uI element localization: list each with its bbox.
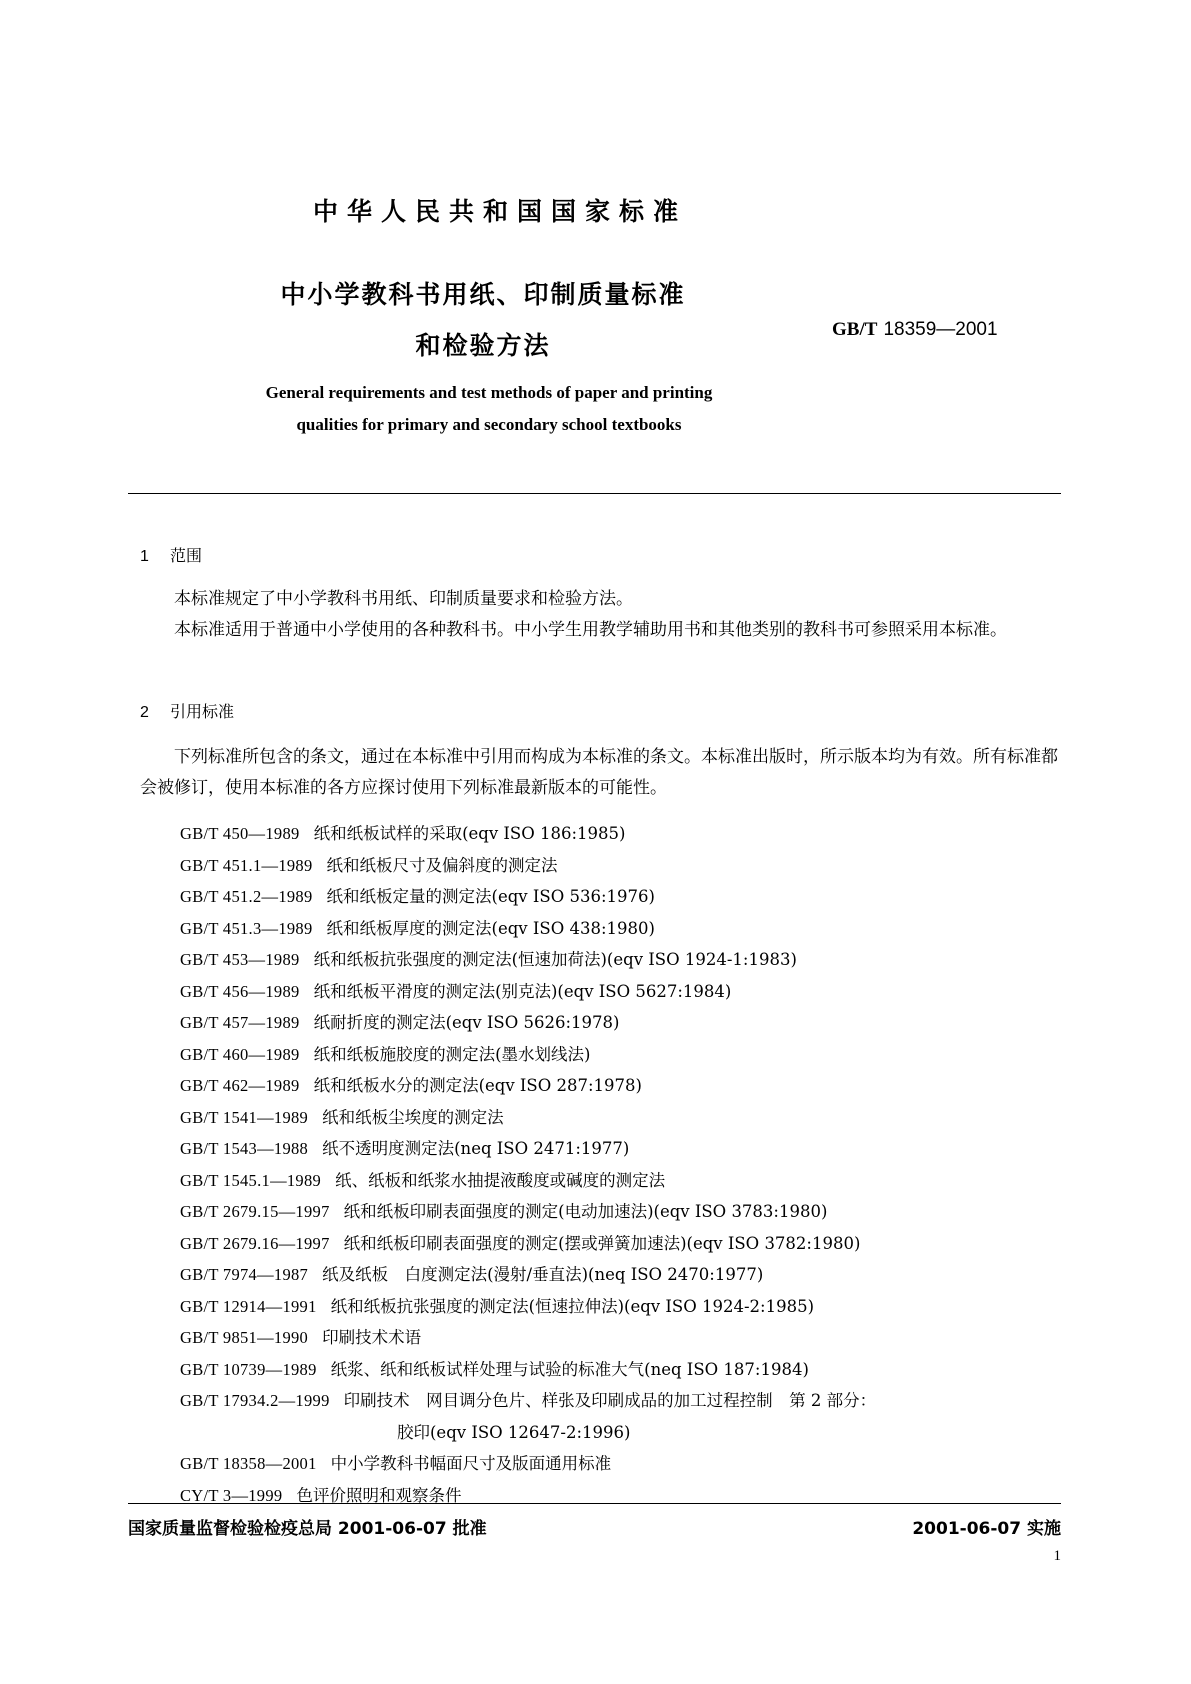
reference-item [180, 1450, 611, 1474]
reference-title: 中小学教科书幅面尺寸及版面通用标准 [330, 1454, 612, 1473]
reference-code: GB/T 18358—2001 [180, 1454, 317, 1473]
reference-title: 纸、纸板和纸浆水抽提液酸度或碱度的测定法 [335, 1170, 666, 1190]
reference-item [180, 946, 797, 970]
reference-title: 纸和纸板定量的测定法(eqv ISO 536:1976) [326, 887, 655, 906]
reference-item [180, 915, 655, 939]
reference-code: GB/T 10739—1989 [180, 1359, 317, 1379]
reference-item [180, 1135, 629, 1159]
reference-code: GB/T 462—1989 [180, 1076, 300, 1095]
reference-code: GB/T 1543—1988 [180, 1139, 309, 1158]
reference-item [180, 1072, 642, 1096]
reference-code: GB/T 451.1—1989 [180, 855, 313, 875]
reference-title: 纸及纸板 白度测定法(漫射/垂直法)(neq ISO 2470:1977) [322, 1265, 764, 1284]
paragraph: 本标准适用于普通中小学使用的各种教科书。中小学生用教学辅助用书和其他类别的教科书可参照采用本标准。 [174, 620, 1007, 640]
reference-item [180, 1167, 665, 1191]
reference-item [180, 852, 558, 876]
reference-item [180, 1198, 827, 1222]
reference-code: GB/T 1541—1989 [180, 1107, 309, 1127]
reference-item [180, 1230, 860, 1254]
issued-by: 国家质量监督检验检疫总局 2001-06-07 批准 [128, 1519, 487, 1539]
reference-code: GB/T 17934.2—1999 [180, 1391, 330, 1410]
reference-code: GB/T 453—1989 [180, 950, 300, 969]
footer-divider [128, 1503, 1061, 1504]
reference-code: GB/T 2679.16—1997 [180, 1233, 330, 1253]
references-intro [140, 742, 1062, 804]
reference-code: GB/T 457—1989 [180, 1013, 300, 1032]
reference-code: GB/T 451.3—1989 [180, 918, 313, 938]
reference-title: 印刷技术 网目调分色片、样张及印刷成品的加工过程控制 第 2 部分： [343, 1391, 877, 1410]
reference-item [180, 1293, 814, 1317]
reference-title: 纸和纸板水分的测定法(eqv ISO 287:1978) [313, 1076, 642, 1095]
reference-title: 纸和纸板印刷表面强度的测定(电动加速法)(eqv ISO 3783:1980) [343, 1202, 828, 1221]
reference-item [180, 1041, 590, 1065]
section-title: 引用标准 [170, 702, 235, 721]
reference-item [180, 1009, 619, 1033]
reference-item [180, 820, 625, 844]
reference-item [180, 1324, 421, 1348]
reference-item [180, 1261, 763, 1285]
reference-item [180, 1482, 461, 1506]
reference-title: 纸和纸板抗张强度的测定法(恒速加荷法)(eqv ISO 1924-1:1983) [313, 950, 797, 969]
national-standard-label: 中华人民共和国国家标准 [312, 197, 687, 226]
reference-title: 纸和纸板尘埃度的测定法 [322, 1107, 504, 1127]
reference-code: GB/T 451.2—1989 [180, 887, 313, 906]
implementation-date: 2001-06-07 实施 [912, 1519, 1061, 1539]
reference-title: 纸和纸板平滑度的测定法(别克法)(eqv ISO 5627:1984) [313, 981, 732, 1001]
reference-title: 纸和纸板试样的采取(eqv ISO 186:1985) [313, 824, 626, 843]
section-number: 2 [140, 704, 149, 721]
english-title-line-2: qualities for primary and secondary school textbooks [296, 415, 682, 434]
scope-body [140, 584, 1062, 646]
reference-code: GB/T 1545.1—1989 [180, 1170, 322, 1190]
english-title-line-1: General requirements and test methods of paper and printing [265, 383, 713, 402]
reference-title: 纸耐折度的测定法(eqv ISO 5626:1978) [313, 1013, 620, 1032]
title-line-2: 和检验方法 [415, 331, 551, 360]
standard-number: 18359—2001 [883, 319, 998, 340]
paragraph: 本标准规定了中小学教科书用纸、印制质量要求和检验方法。 [174, 589, 633, 609]
reference-code: GB/T 456—1989 [180, 981, 300, 1001]
reference-title-continuation: 胶印(eqv ISO 12647-2:1996) [397, 1422, 631, 1442]
reference-item [180, 1387, 876, 1411]
reference-code: GB/T 450—1989 [180, 824, 300, 843]
reference-code: CY/T 3—1999 [180, 1485, 283, 1505]
section-heading-references [140, 699, 234, 722]
standard-code [832, 318, 998, 341]
reference-title: 纸浆、纸和纸板试样处理与试验的标准大气(neq ISO 187:1984) [330, 1359, 809, 1379]
reference-title: 纸不透明度测定法(neq ISO 2471:1977) [322, 1139, 630, 1158]
reference-title: 纸和纸板印刷表面强度的测定(摆或弹簧加速法)(eqv ISO 3782:1980) [343, 1233, 861, 1253]
reference-code: GB/T 9851—1990 [180, 1328, 309, 1347]
reference-title: 色评价照明和观察条件 [296, 1485, 462, 1505]
reference-item [180, 978, 731, 1002]
reference-code: GB/T 460—1989 [180, 1044, 300, 1064]
reference-title: 纸和纸板抗张强度的测定法(恒速拉伸法)(eqv ISO 1924-2:1985) [330, 1296, 815, 1316]
reference-title: 纸和纸板施胶度的测定法(墨水划线法) [313, 1044, 591, 1064]
reference-code: GB/T 12914—1991 [180, 1296, 317, 1316]
page-number: 1 [1053, 1548, 1061, 1564]
section-number: 1 [140, 548, 149, 565]
reference-item [180, 1104, 504, 1128]
standard-prefix: GB/T [832, 319, 878, 340]
section-heading-scope [140, 543, 202, 566]
reference-code: GB/T 7974—1987 [180, 1265, 309, 1284]
reference-title: 纸和纸板厚度的测定法(eqv ISO 438:1980) [326, 918, 655, 938]
reference-item [180, 1356, 809, 1380]
reference-title: 纸和纸板尺寸及偏斜度的测定法 [326, 855, 558, 875]
reference-code: GB/T 2679.15—1997 [180, 1202, 330, 1221]
reference-item [180, 883, 655, 907]
paragraph: 下列标准所包含的条文，通过在本标准中引用而构成为本标准的条文。本标准出版时，所示版本均为有效。所有标准都会被修订，使用本标准的各方应探讨使用下列标准最新版本的可能性。 [140, 747, 1058, 798]
section-title: 范围 [170, 546, 203, 565]
title-line-1: 中小学教科书用纸、印制质量标准 [280, 280, 686, 309]
reference-title: 印刷技术术语 [322, 1328, 422, 1347]
header-divider [128, 493, 1061, 494]
